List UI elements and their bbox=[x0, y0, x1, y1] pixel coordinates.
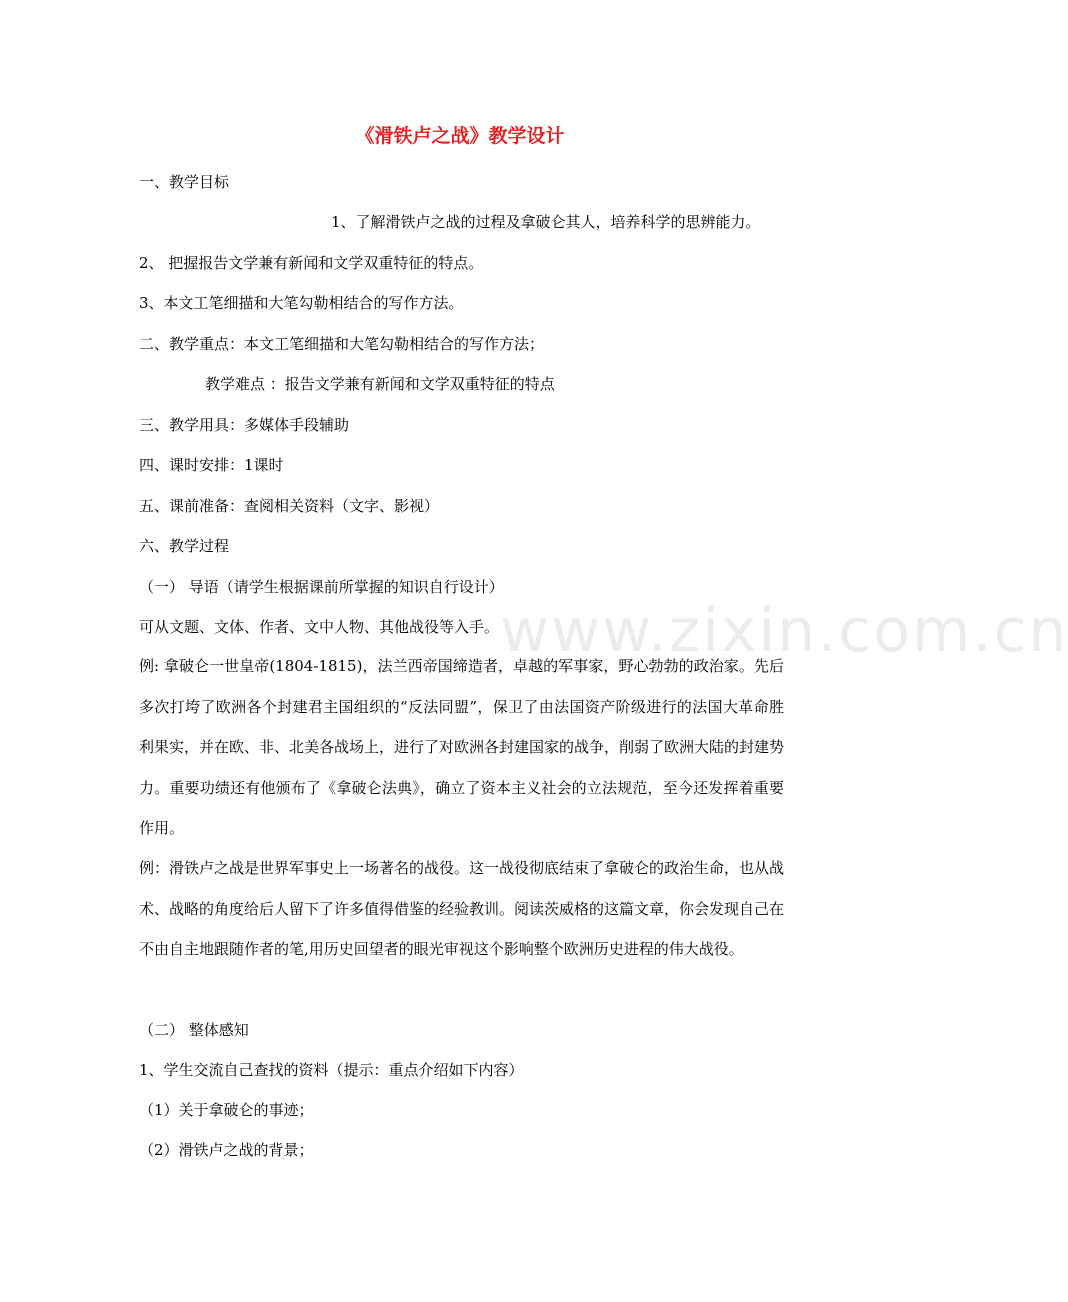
objective-item-3: 3、本文工笔细描和大笔勾勒相结合的写作方法。 bbox=[139, 294, 464, 312]
example-paragraph-napoleon: 例: 拿破仑一世皇帝(1804-1815)，法兰西帝国缔造者，卓越的军事家，野心勃勃的政治家。先后多次打垮了欧洲各个封建君主国组织的“反法同盟”，保卫了由法国资产阶级进行的法国大革命胜利果实，并在欧、非、北美各战场上，进行了对欧洲各封建国家的战争，削弱了欧洲大陆的封建势力。重要功绩还有他颁布了《拿破仑法典》，确立了资本主义社会的立法规范，至今还发挥着重要作用。 bbox=[139, 657, 785, 838]
activity-subitem-1: （1）关于拿破仑的事迹； bbox=[139, 1101, 314, 1119]
difficult-points: 教学难点 ：报告文学兼有新闻和文学双重特征的特点 bbox=[205, 375, 555, 393]
section-heading-schedule: 四、课时安排：1课时 bbox=[139, 456, 284, 474]
introduction-note: 可从文题、文体、作者、文中人物、其他战役等入手。 bbox=[139, 618, 500, 636]
section-heading-preparation: 五、课前准备：查阅相关资料（文字、影视） bbox=[139, 497, 440, 515]
example-paragraph-waterloo: 例：滑铁卢之战是世界军事史上一场著名的战役。这一战役彻底结束了拿破仑的政治生命，也从战术、战略的角度给后人留下了许多值得借鉴的经验教训。阅读茨威格的这篇文章，你会发现自己在不由自主地跟随作者的笔,用历史回望者的眼光审视这个影响整个欧洲历史进程的伟大战役。 bbox=[139, 859, 785, 959]
section-heading-key-points: 二、教学重点：本文工笔细描和大笔勾勒相结合的写作方法； bbox=[139, 335, 545, 353]
section-heading-tools: 三、教学用具：多媒体手段辅助 bbox=[139, 416, 350, 434]
subsection-introduction: （一） 导语（请学生根据课前所掌握的知识自行设计） bbox=[139, 578, 504, 596]
section-heading-process: 六、教学过程 bbox=[139, 537, 230, 555]
objective-item-2: 2、 把握报告文学兼有新闻和文学双重特征的特点。 bbox=[139, 254, 484, 272]
activity-subitem-2: （2）滑铁卢之战的背景； bbox=[139, 1141, 314, 1159]
activity-item-1: 1、学生交流自己查找的资料（提示：重点介绍如下内容） bbox=[139, 1061, 524, 1079]
objective-item-1: 1、了解滑铁卢之战的过程及拿破仑其人，培养科学的思辨能力。 bbox=[331, 213, 761, 231]
subsection-overall-perception: （二） 整体感知 bbox=[139, 1021, 249, 1039]
section-heading-objectives: 一、教学目标 bbox=[139, 173, 230, 191]
document-title: 《滑铁卢之战》教学设计 bbox=[355, 125, 565, 147]
watermark: www.zixin.com.cn bbox=[500, 596, 1068, 666]
